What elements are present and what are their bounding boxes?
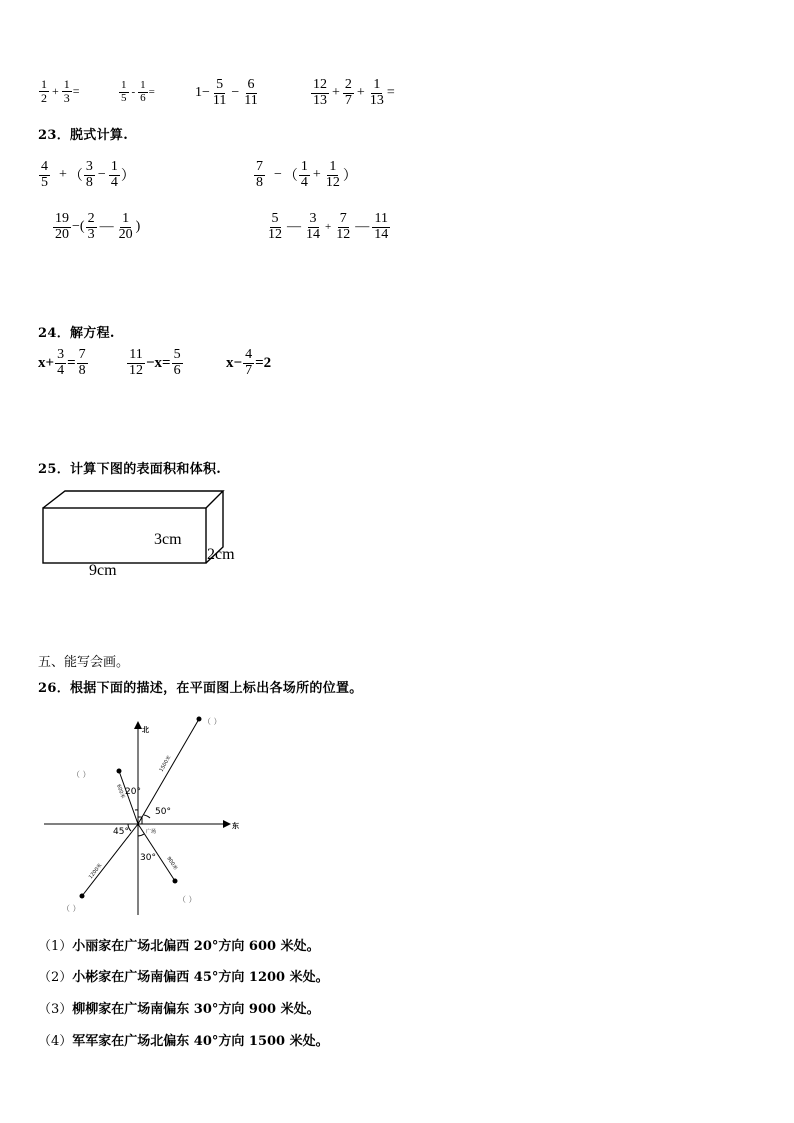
blank-southwest: （ ） [62,904,81,913]
fraction: $\frac{19}{20}$ [55,211,69,242]
description-item-2: （2）小彬家在广场南偏西 45°方向 1200 米处。 [38,970,329,985]
description-item-1: （1）小丽家在广场北偏西 20°方向 600 米处。 [38,939,320,954]
fraction: $\frac{2}{3}$ [87,211,95,242]
height-label: 3cm [154,531,182,548]
length-1200-label: 1200米 [87,862,104,881]
cuboid-figure [38,485,258,585]
fraction: $\frac{1}{4}$ [110,159,118,190]
point-northwest [117,769,122,774]
fraction: $\frac{7}{12}$ [336,211,351,242]
arc-30 [138,834,144,836]
expr-23-4: $\frac{5}{12}$ — $\frac{3}{14}$ + $\frac{7}{12}$ — $\frac{11}{14}$ [268,211,389,242]
point-northeast [197,717,202,722]
fraction: $\frac{1}{20}$ [118,211,133,242]
question-26-title: 26．根据下面的描述，在平面图上标出各场所的位置。 [38,681,363,696]
direction-map [38,712,268,922]
expr-23-1: $\frac{4}{5}$ + （ $\frac{3}{8}$ − $\frac{1}{4}$ ） [41,159,135,190]
fraction: $\frac{5}{6}$ [173,347,181,378]
east-label: 东 [232,822,239,830]
blank-northeast: （ ） [203,717,222,726]
ray-southwest [82,824,138,896]
angle-20-label: 20° [125,787,141,797]
expr-row22-3: 1− $\frac{5}{11}$ − $\frac{6}{11}$ [195,77,258,108]
fraction: $\frac{11}{14}$ [374,211,389,242]
fraction: $\frac{1}{3}$ [63,77,70,105]
fraction: $\frac{1}{5}$ [121,79,127,104]
equation-24-3: x− $\frac{4}{7}$ =2 [226,347,272,378]
blank-southeast: （ ） [178,895,197,904]
expr-23-2: $\frac{7}{8}$ − （ $\frac{1}{4}$ + $\frac{1}{12}$ ） [256,159,357,190]
description-item-4: （4）军军家在广场北偏东 40°方向 1500 米处。 [38,1034,329,1049]
description-item-3: （3）柳柳家在广场南偏东 30°方向 900 米处。 [38,1002,320,1017]
expr-row22-2: $\frac{1}{5}$ - $\frac{1}{6}$ = [121,79,155,104]
expr-row22-4: $\frac{12}{13}$ + $\frac{2}{7}$ + $\frac{1}{13}$ = [313,77,395,108]
arc-50 [144,815,150,818]
fraction: $\frac{1}{2}$ [41,77,47,105]
fraction: $\frac{2}{7}$ [344,77,352,108]
fraction: $\frac{7}{8}$ [78,347,86,378]
length-600-label: 600米 [115,783,126,800]
fraction: $\frac{6}{11}$ [244,77,258,108]
blank-northwest: （ ） [72,770,91,779]
cuboid-top-face [43,491,223,508]
equation-24-1: x+ $\frac{3}{4}$ = $\frac{7}{8}$ [38,347,86,378]
expr-row22-1: $\frac{1}{2}$ + $\frac{1}{3}$ = [41,77,80,105]
question-23-title: 23．脱式计算. [38,128,129,143]
expr-23-3: $\frac{19}{20}$ − ( $\frac{2}{3}$ — $\frac{1}{20}$ ) [55,211,141,242]
angle-50-label: 50° [155,807,171,817]
fraction: $\frac{1}{6}$ [140,79,146,104]
fraction: $\frac{1}{12}$ [325,159,340,190]
fraction: $\frac{1}{4}$ [300,159,308,190]
fraction: $\frac{5}{12}$ [268,211,282,242]
length-1500-label: 1500米 [158,754,173,773]
question-24-title: 24．解方程. [38,326,115,341]
fraction: $\frac{1}{13}$ [369,77,384,108]
fraction: $\frac{7}{8}$ [256,159,263,190]
fraction: $\frac{11}{12}$ [129,347,143,378]
angle-30-label: 30° [140,853,156,863]
fraction: $\frac{3}{14}$ [306,211,320,242]
length-label: 9cm [89,562,117,579]
equation-24-2: $\frac{11}{12}$ −x= $\frac{5}{6}$ [129,347,181,378]
section-5-title: 五、能写会画。 [38,655,130,670]
depth-label: 2cm [207,546,235,563]
point-southeast [173,879,178,884]
fraction: $\frac{12}{13}$ [313,77,327,108]
fraction: $\frac{5}{11}$ [212,77,227,108]
length-900-label: 900米 [165,855,179,872]
center-label: 广场 [146,829,157,835]
fraction: $\frac{3}{8}$ [85,159,93,190]
angle-45-label: 45° [113,827,129,837]
question-25-title: 25．计算下图的表面积和体积. [38,462,222,477]
fraction: $\frac{4}{5}$ [41,159,48,190]
fraction: $\frac{3}{4}$ [57,347,65,378]
north-label: 北 [142,726,149,734]
fraction: $\frac{4}{7}$ [245,347,253,378]
point-southwest [80,894,85,899]
